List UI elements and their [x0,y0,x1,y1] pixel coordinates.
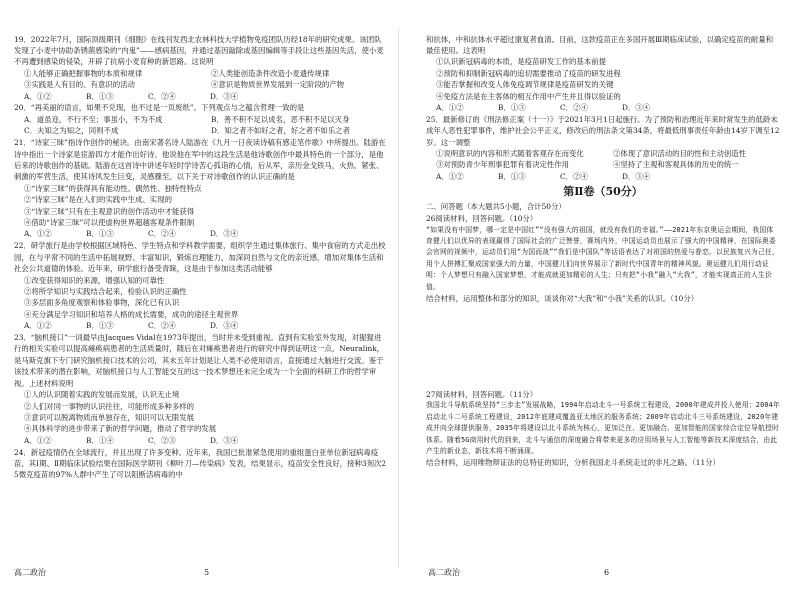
question-20-option-a: A．道虽迩，不行不至；事虽小，不为不成 [24,114,163,124]
question-25-option-4: ④坚持了主观和客观具体的历史的统一 [613,160,739,170]
choice-d: D．③④ [210,229,239,239]
question-23-option-2: ②人们对同一事物的认识往往，可能形成多种多样的 [24,401,194,411]
question-22-option-2: ②将所学知识与实践结合起来，检验认识的正确性 [24,286,187,296]
question-24-stem: 24．新冠疫情仍在全球流行，并且出现了许多变种。近年来，我国已批准紧急使用的重组蛋白亚单位新冠病毒疫苗，其Ⅰ期、Ⅱ期临床试验结果在国际医学期刊《柳叶刀—传染病》发表，结果显示，疫苗安全性良好，接种3剂次25微克疫苗的97%人群中产生了可以阻断活病毒的中 [14,447,387,480]
choice-b: B．①③ [86,321,114,331]
question-26-material: “如果没有中国梦，哪一定是中国红”“没有强大的祖国，就没有我们的幸福。”——2021年东京奥运会期间，我国体育健儿们以优异的表现赢得了国际社会的广泛赞誉，赛场内外，中国运动员也展示了强大的中国精神，在国际奥委会官网的视频中，运动员们用“为国而战”“我们是中国队”等话语表达了对祖国的热爱与眷恋。以民族复兴为己任，用个人拼搏汇聚成国家强大的力量，中国健儿们向世界展示了新时代中国青年的精神风貌。奥运健儿们用行动证明：个人梦想只有融入国家梦想，才能成就更加精彩的人生；只有把“小我”融入“大我”，才能实现真正的人生价值。 [426,225,780,291]
choice-a: A．①② [24,91,52,101]
choice-b: B．①③ [498,171,526,181]
choice-b: B．①④ [86,435,114,445]
question-25-option-3: ③对预防青少年刑事犯罪有着决定性作用 [436,160,570,170]
question-25-option-1: ①说明意识的内容和形式随着客观存在而变化 [436,149,584,159]
question-24-continued-text: 和抗体，中和抗体水平超过康复者血清。目前，这款疫苗正在多国开展Ⅲ期临床试验，以确定疫苗的耐量和最佳使用。这表明 [426,34,774,55]
question-25 [426,114,780,182]
question-24 [14,447,388,481]
question-19-option-1: ①人能够正确把握事物的本质和规律 [24,68,143,78]
choice-b: B．①③ [86,229,114,239]
question-22-option-1: ①改变获得知识的来源，增强认知的可靠性 [24,275,165,285]
choice-a: A．①② [24,435,52,445]
question-26-answer-space[interactable] [426,304,780,388]
question-22-option-4: ④充分满足学习知识和培养人格的成长需要，成功的途径主观世界 [24,309,239,319]
question-22-option-3: ③多层面多角度观察和体验事物，深化已有认识 [24,298,180,308]
question-23-stem: 23．“脑机接口”一词最早由Jacques Vidal在1973年提出，当时并未受到重视。直到有实验室外发现，对猩猩进行的相关实验可以提高瘫痪病患者的生活质量时，随后在对瘫痪患者进行的研究中得到证明这一点。Neuralink，是马斯克旗下专门研究脑机接口技术的公司，其未五年计划是让人类不必使用语言，直接通过大脑进行交流。鉴于该技术带来的潜在影响，对脑机接口与人工智能交互的这一技术梦想还未完全成为一个全面的科研工作的哲学审视。上述材料说明 [14,333,385,388]
question-22-choices [14,320,388,331]
right-page [402,0,792,594]
question-25-stem: 25．最新修订的《刑法修正案（十一）》于2021年3月1日起施行。为了预防和治理近年来时常发生的低龄未成年人恶性犯罪事件，维护社会公平正义，修改后的刑法条文第34条，将最低刑事责任年龄由14岁下调至12岁。这一调整 [426,114,780,147]
question-23-option-3: ③意识可以脱离物质而单独存在，知识可以无限发展 [24,412,194,422]
question-26-prompt: 结合材料，运用整体和部分的知识，谈谈你对“大我”和“小我”关系的认识。（10分） [426,294,699,304]
question-19-option-2: ②人类能创造条件改造小麦遗传规律 [211,68,330,78]
question-19 [14,34,388,102]
question-21-option-3: ③“诗家三昧”只有在主观意识的创作活动中才能获得 [24,206,195,216]
question-23-option-4: ④具体科学的进步带来了新的哲学问题，推动了哲学的发展 [24,424,217,434]
question-24-option-3: ③能否掌握和改变人体免疫调节规律是疫苗研发的关键 [436,80,614,90]
question-24-continued [426,34,780,114]
choice-c: C．②④ [148,321,176,331]
choice-b: B．①③ [498,102,526,112]
page-divider [398,28,399,568]
choice-c: C．②④ [560,171,588,181]
question-27-material: 我国北斗导航系统坚持“三步走”发展战略，1994年启动北斗一号系统工程建设，2000年建成并投入使用；2004年启动北斗二号系统工程建设，2012年底建成覆盖亚太地区的服务系统；2009年启动北斗三号系统建设，2020年建成并向全球提供服务，2035年将建设以北斗系统为核心，更加泛在、更加融合、更加智能的国家综合定位导航授时体系。随着5G商用时代的到来，北斗与通信的深度融合将带来更多的应用场景与人工智能等新技术深度结合，由此产生的新业态，新技术将不断涌现。 [426,401,780,455]
question-20-option-c: C．夫知之为知之，同则不成 [24,126,119,136]
choice-a: A．①② [24,321,52,331]
footer-page-number: 5 [204,568,210,577]
choice-d: D．③④ [622,171,651,181]
question-19-choices [14,91,388,102]
question-19-stem: 19．2022年7月，国际顶级期刊《细胞》在线刊发西北农林科技大学植物免疫团队历经18年的研究成果。该团队发现了小麦中协助条锈菌感染的“内鬼”——感病基因，并通过基因敲除或基因编辑等手段让这些基因失活，使小麦不再遭到感染的侵染，开辟了抗病小麦育种的新思路。这说明 [14,34,384,67]
question-27-prompt: 结合材料，运用唯物辩证法的总特征的知识，分析我国北斗系统走过的非凡之路。（11分） [426,458,720,468]
footer-subject: 高二政治 [14,568,46,577]
choice-c: C．②④ [148,229,176,239]
question-24-option-4: ④免疫方法是在主客体的相互作用中产生并且得以验证的 [436,91,621,101]
choice-d: D．③④ [210,91,239,101]
question-23 [14,332,388,446]
left-page [4,0,396,594]
question-25-option-2: ②体现了意识活动的目的性和主动创造性 [613,149,747,159]
choice-a: A．①② [436,102,464,112]
choice-a: A．①② [436,171,464,181]
question-19-option-4: ④意识是物质世界发展到一定阶段的产物 [211,80,345,90]
choice-c: C．②④ [148,91,176,101]
question-20-option-b: B．善不积不足以成名，恶不积不足以灭身 [211,114,350,124]
question-21-stem: 21．“诗家三昧”指诗作创作的秘诀。由南宋著名诗人陆游在《九月一日夜读诗稿有感走笔作歌》中所提出。陆游在诗中指出一个诗家是宦游四方才能作出好诗。他说他在军中的这段生活是他诗歌创作中最具特色的一个部分，是他后来的诗歌创作的基础。陆游在这首诗中讲述年轻时学诗苦心孤诣的心情，后从军，亲历金戈铁马，火热、紧张、刺激的军营生活，使其诗风发生巨变，灵感骤至。以下关于对诗歌创作的认识正确的是 [14,138,386,182]
section-description: 二、问答题（本大题共5小题，合计50分） [426,202,566,212]
question-22-stem: 22．研学旅行是由学校根据区域特色、学生特点和学科教学需要，组织学生通过集体旅行、集中食宿的方式走出校园，在与平常不同的生活中拓展视野、丰富知识，锻炼自理能力，加深同自然与文化的亲近感，增加对集体生活和社会公共道德的体验。近年来，研学旅行备受青睐，这是由于参加这类活动能够 [14,241,386,274]
question-21-option-2: ②“诗家三昧”是在人们的实践中生成、实现的 [24,195,172,205]
choice-d: D．③④ [210,321,239,331]
question-19-option-3: ③实践是人有目的、有意识的活动 [24,80,135,90]
question-24-option-1: ①认识新冠病毒的本质，是疫苗研发工作的基本前提 [436,57,606,67]
question-23-option-1: ①人的认识随着实践的发展而发展，认识无止境 [24,390,180,400]
question-20-stem: 20．“再美丽的语言，如果不兑现，也不过是一页废纸”。下列观点与之蕴含哲理一致的是 [14,103,305,113]
question-21 [14,137,388,240]
question-25-choices [426,171,780,182]
choice-b: B．①③ [86,91,114,101]
footer-page-number: 6 [604,568,610,577]
question-24-option-2: ②预防和抑制新冠病毒的追切需要推动了疫苗的研发进程 [436,68,621,78]
question-21-option-1: ①“诗家三昧”的获得具有能动性、偶然性、独特性特点 [24,183,202,193]
choice-c: C．②③ [148,435,176,445]
question-26-head: 26阅读材料，回答问题。（10分） [426,214,538,224]
question-27-head: 27阅读材料，回答问题。（11分） [426,389,538,399]
question-20 [14,102,388,136]
choice-d: D．③④ [210,435,239,445]
question-23-choices [14,435,388,446]
question-26 [426,213,780,388]
choice-c: C．②④ [560,102,588,112]
question-21-option-4: ④借助“诗家三昧”可以使虚构世界超越客观条件限制 [24,218,195,227]
question-20-option-d: D．知之者不如好之者，好之者不如乐之者 [211,126,350,136]
question-27 [426,389,780,469]
question-22 [14,240,388,331]
question-24-choices [426,102,780,113]
question-21-choices [14,228,388,239]
choice-a: A．①② [24,229,52,239]
footer-subject: 高二政治 [428,568,460,577]
choice-d: D．③④ [622,102,651,112]
section-title: 第Ⅱ卷（50分） [563,185,643,199]
